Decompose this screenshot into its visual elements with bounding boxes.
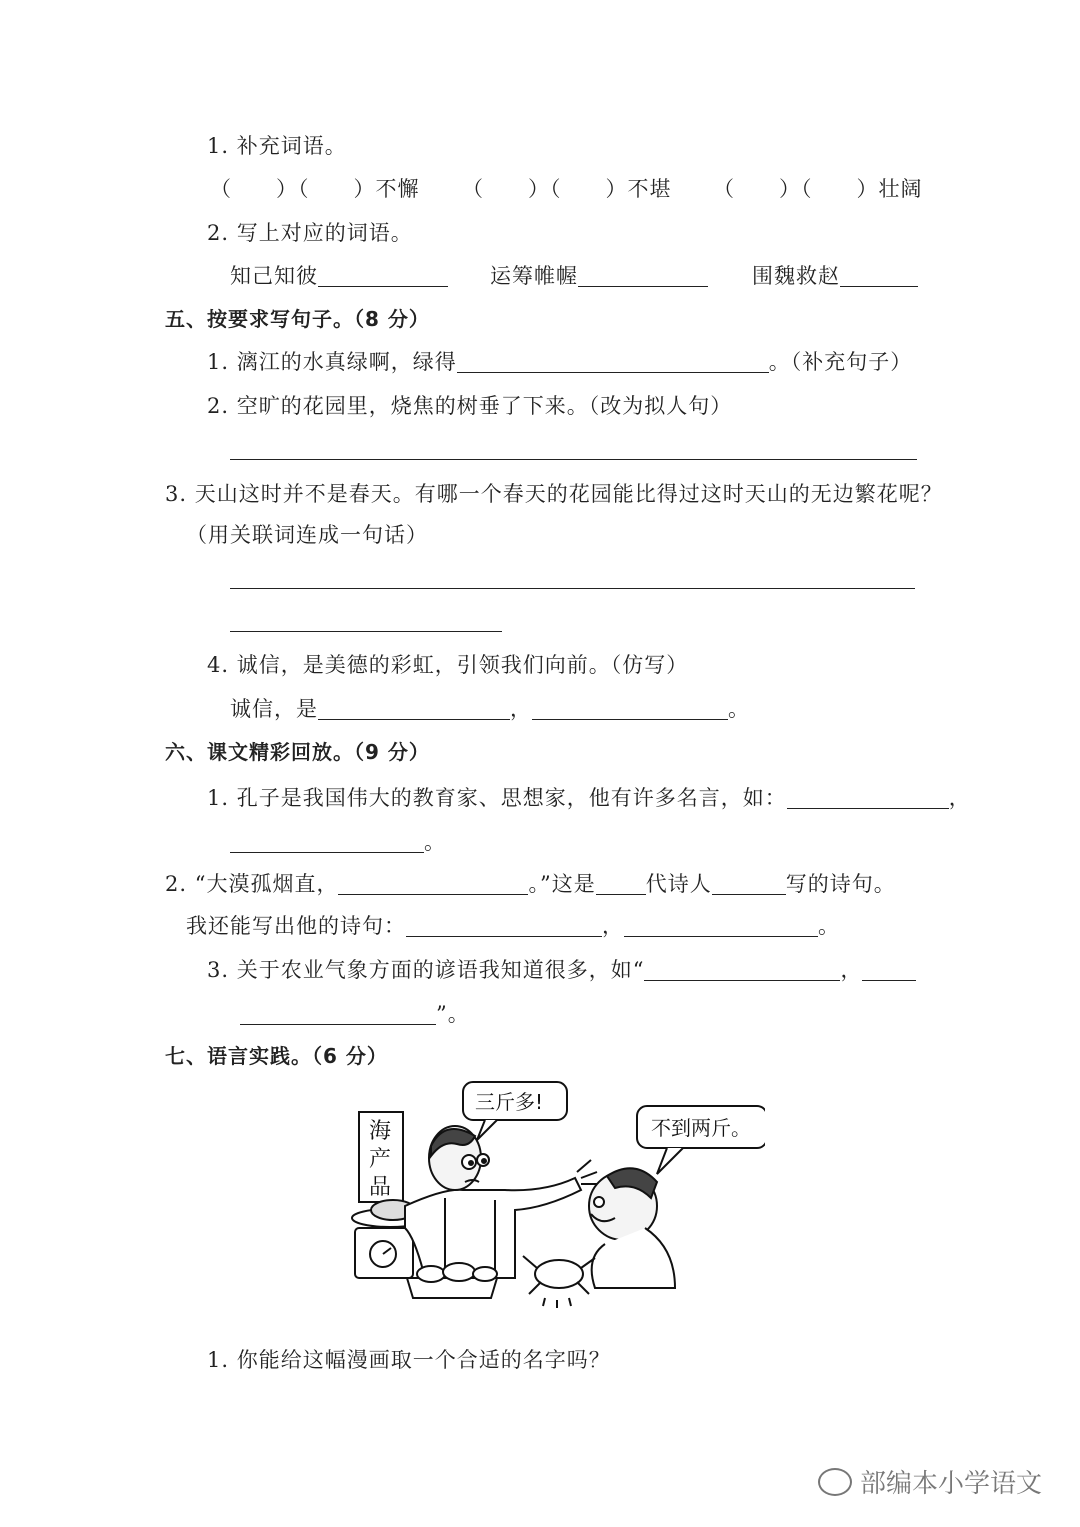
answer-line[interactable] [230, 459, 917, 460]
sign-char: 海 [369, 1119, 392, 1144]
q5-4: 4. 诚信，是美德的彩虹，引领我们向前。（仿写） [207, 653, 689, 677]
q6-2-text: 我还能写出他的诗句： [186, 914, 406, 938]
watermark [818, 1463, 1042, 1500]
idiom-text: 运筹帷幄 [490, 264, 578, 288]
answer-blank[interactable] [318, 264, 448, 287]
sign-char: 品 [369, 1175, 392, 1200]
q5-4-prefix: 诚信，是 [230, 697, 318, 721]
comma: ， [510, 697, 532, 721]
q7-1: 1. 你能给这幅漫画取一个合适的名字吗？ [207, 1348, 611, 1372]
buyer-figure [589, 1168, 675, 1288]
q4-1: 1. 补充词语。 [207, 134, 347, 158]
answer-blank[interactable] [338, 872, 528, 895]
idiom-3 [752, 262, 918, 290]
period: 。 [424, 830, 446, 854]
buyer-speech: 不到两斤。 [651, 1116, 751, 1140]
answer-line[interactable] [230, 631, 502, 632]
answer-blank[interactable] [862, 958, 916, 981]
q6-3-cont [240, 1000, 470, 1028]
answer-blank[interactable] [318, 697, 510, 720]
q6-3 [207, 956, 916, 984]
q6-1 [207, 784, 971, 812]
answer-blank[interactable] [624, 914, 818, 937]
q6-2-text: 2. “大漠孤烟直， [165, 872, 339, 896]
section-5-title: 五、按要求写句子。（8 分） [165, 307, 430, 331]
answer-blank[interactable] [230, 830, 424, 853]
q6-2-text: 写的诗句。 [785, 872, 896, 896]
sign-char: 产 [369, 1147, 392, 1172]
answer-blank[interactable] [644, 958, 840, 981]
answer-line[interactable] [230, 588, 915, 589]
answer-blank[interactable] [457, 350, 769, 373]
wechat-icon [818, 1468, 852, 1496]
q6-2 [165, 870, 896, 898]
q6-3-text: 3. 关于农业气象方面的谚语我知道很多，如“ [207, 958, 645, 982]
seller-speech: 三斤多! [475, 1090, 544, 1114]
cartoon-illustration [345, 1078, 765, 1313]
q6-2-text: 代诗人 [645, 872, 712, 896]
q5-2: 2. 空旷的花园里，烧焦的树垂了下来。（改为拟人句） [207, 394, 733, 418]
dynasty-blank[interactable] [596, 872, 646, 895]
comma: ， [948, 786, 971, 810]
idiom-text: 围魏救赵 [752, 264, 840, 288]
idiom-2 [490, 262, 708, 290]
idiom-1 [230, 262, 448, 290]
poet-blank[interactable] [712, 872, 786, 895]
seller-figure [405, 1126, 597, 1278]
answer-blank[interactable] [240, 1002, 436, 1025]
answer-blank[interactable] [840, 264, 918, 287]
buyer-speech-bubble [637, 1106, 765, 1174]
q4-2: 2. 写上对应的词语。 [207, 221, 413, 245]
seafood-tray-icon [407, 1263, 497, 1298]
answer-blank[interactable] [406, 914, 602, 937]
q6-2-text: 。”这是 [528, 872, 596, 896]
period: 。 [818, 914, 840, 938]
q6-1-cont [230, 828, 446, 856]
comma: ， [840, 958, 863, 982]
comma: ， [602, 914, 624, 938]
seller-speech-bubble [463, 1082, 567, 1140]
fill-blank-3: （ ）（ ）壮阔 [713, 177, 923, 201]
crab-icon [523, 1256, 595, 1308]
q5-3: 3. 天山这时并不是春天。有哪一个春天的花园能比得过这时天山的无边繁花呢？ [165, 482, 943, 506]
q5-3-note: （用关联词连成一句话） [186, 523, 428, 547]
answer-blank[interactable] [578, 264, 708, 287]
idiom-text: 知己知彼 [230, 264, 318, 288]
fill-blank-1: （ ）（ ）不懈 [210, 177, 420, 201]
section-6-title: 六、课文精彩回放。（9 分） [165, 740, 430, 764]
q5-1 [207, 348, 912, 376]
seafood-sign [359, 1112, 403, 1202]
q6-2-cont [186, 912, 840, 940]
q5-4-answer [230, 695, 750, 723]
q5-1-text: 1. 漓江的水真绿啊，绿得 [207, 350, 457, 374]
answer-blank[interactable] [532, 697, 728, 720]
section-7-title: 七、语言实践。（6 分） [165, 1044, 388, 1068]
q6-1-text: 1. 孔子是我国伟大的教育家、思想家，他有许多名言，如： [207, 786, 787, 810]
answer-blank[interactable] [787, 786, 949, 809]
fill-blank-2: （ ）（ ）不堪 [462, 177, 672, 201]
period: 。 [728, 697, 750, 721]
q5-1-note: 。（补充句子） [768, 350, 913, 374]
quote-end: ”。 [436, 1002, 470, 1026]
watermark-text: 部编本小学语文 [860, 1469, 1043, 1499]
